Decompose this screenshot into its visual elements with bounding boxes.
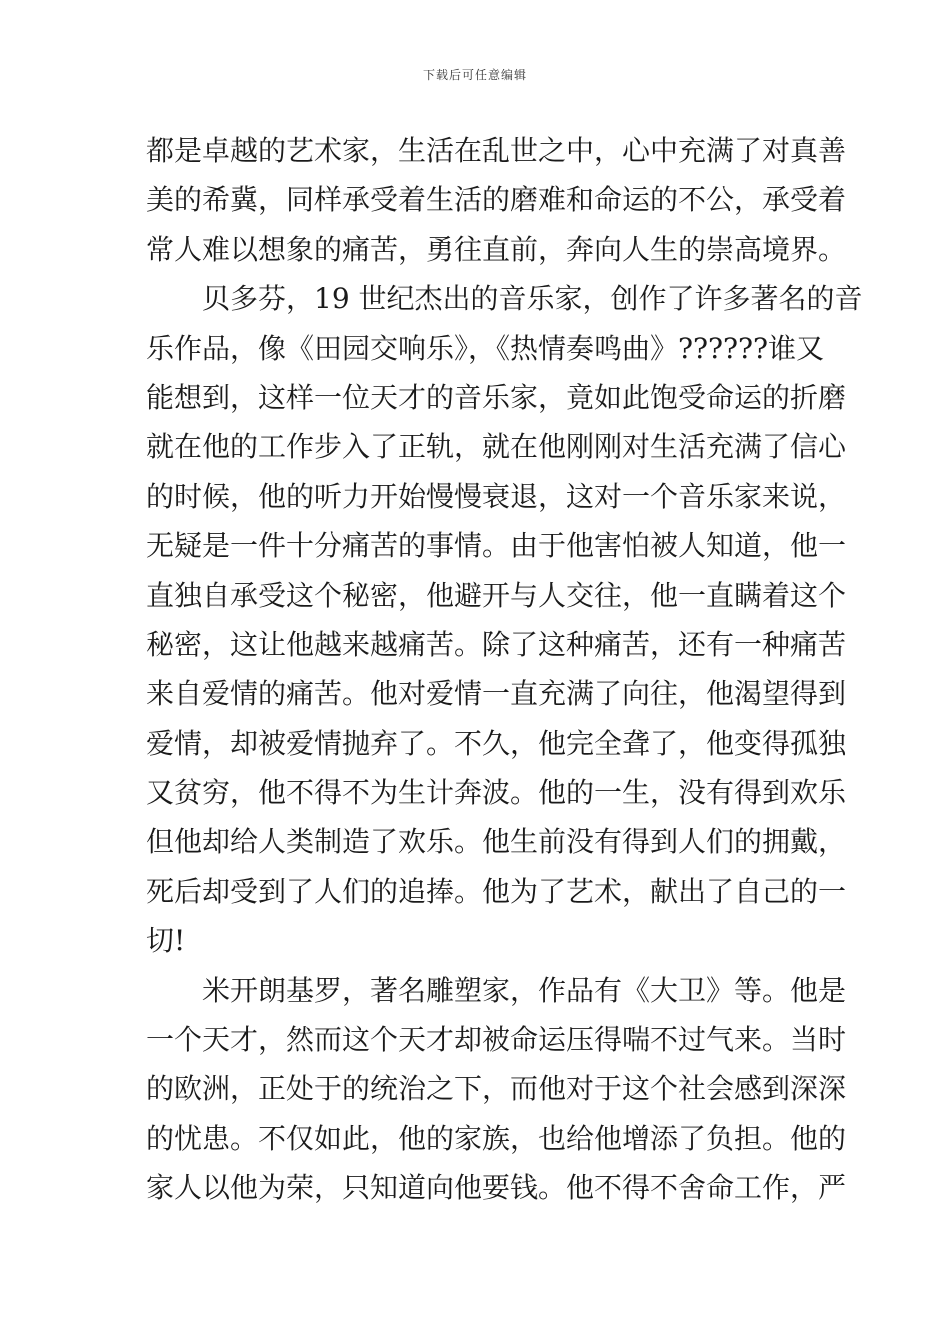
paragraph <box>146 274 863 965</box>
text-line: 美的希冀，同样承受着生活的磨难和命运的不公，承受着 <box>146 183 847 217</box>
text-line: 能想到，这样一位天才的音乐家，竟如此饱受命运的折磨 <box>146 380 847 414</box>
text-line: 就在他的工作步入了正轨，就在他刚刚对生活充满了信心 <box>146 430 847 464</box>
download-note: 下载后可任意编辑 <box>422 68 527 82</box>
text-line: 的欧洲，正处于的统治之下，而他对于这个社会感到深深 <box>146 1072 847 1106</box>
text-line: 都是卓越的艺术家，生活在乱世之中，心中充满了对真善 <box>146 134 847 167</box>
text-line: 一个天才，然而这个天才却被命运压得喘不过气来。当时 <box>146 1023 847 1057</box>
text-line: 乐作品，像《田园交响乐》，《热情奏鸣曲》??????谁又 <box>146 331 825 365</box>
text-line: 直独自承受这个秘密，他避开与人交往，他一直瞒着这个 <box>146 578 847 612</box>
text-line: 死后却受到了人们的追捧。他为了艺术，献出了自己的一 <box>146 874 847 908</box>
text-line: 无疑是一件十分痛苦的事情。由于他害怕被人知道，他一 <box>146 529 847 563</box>
text-line: 贝多芬，19 世纪杰出的音乐家，创作了许多著名的音 <box>202 282 863 316</box>
text-line: 的忧患。不仅如此，他的家族，也给他增添了负担。他的 <box>146 1121 847 1155</box>
body-text <box>146 126 863 1213</box>
text-line: 的时候，他的听力开始慢慢衰退，这对一个音乐家来说， <box>146 479 847 513</box>
text-line: 切! <box>146 924 186 958</box>
text-line: 常人难以想象的痛苦，勇往直前，奔向人生的崇高境界。 <box>146 232 847 266</box>
paragraph <box>146 966 847 1213</box>
text-line: 来自爱情的痛苦。他对爱情一直充满了向往，他渴望得到 <box>146 677 847 711</box>
text-line: 米开朗基罗，著名雕塑家，作品有《大卫》等。他是 <box>202 973 847 1007</box>
text-line: 爱情，却被爱情抛弃了。不久，他完全聋了，他变得孤独 <box>146 726 847 760</box>
text-line: 家人以他为荣，只知道向他要钱。他不得不舍命工作，严 <box>146 1171 847 1205</box>
text-line: 又贫穷，他不得不为生计奔波。他的一生，没有得到欢乐 <box>146 776 847 810</box>
text-line: 秘密，这让他越来越痛苦。除了这种痛苦，还有一种痛苦 <box>146 627 847 661</box>
paragraph <box>146 126 847 274</box>
text-line: 但他却给人类制造了欢乐。他生前没有得到人们的拥戴， <box>146 825 847 859</box>
